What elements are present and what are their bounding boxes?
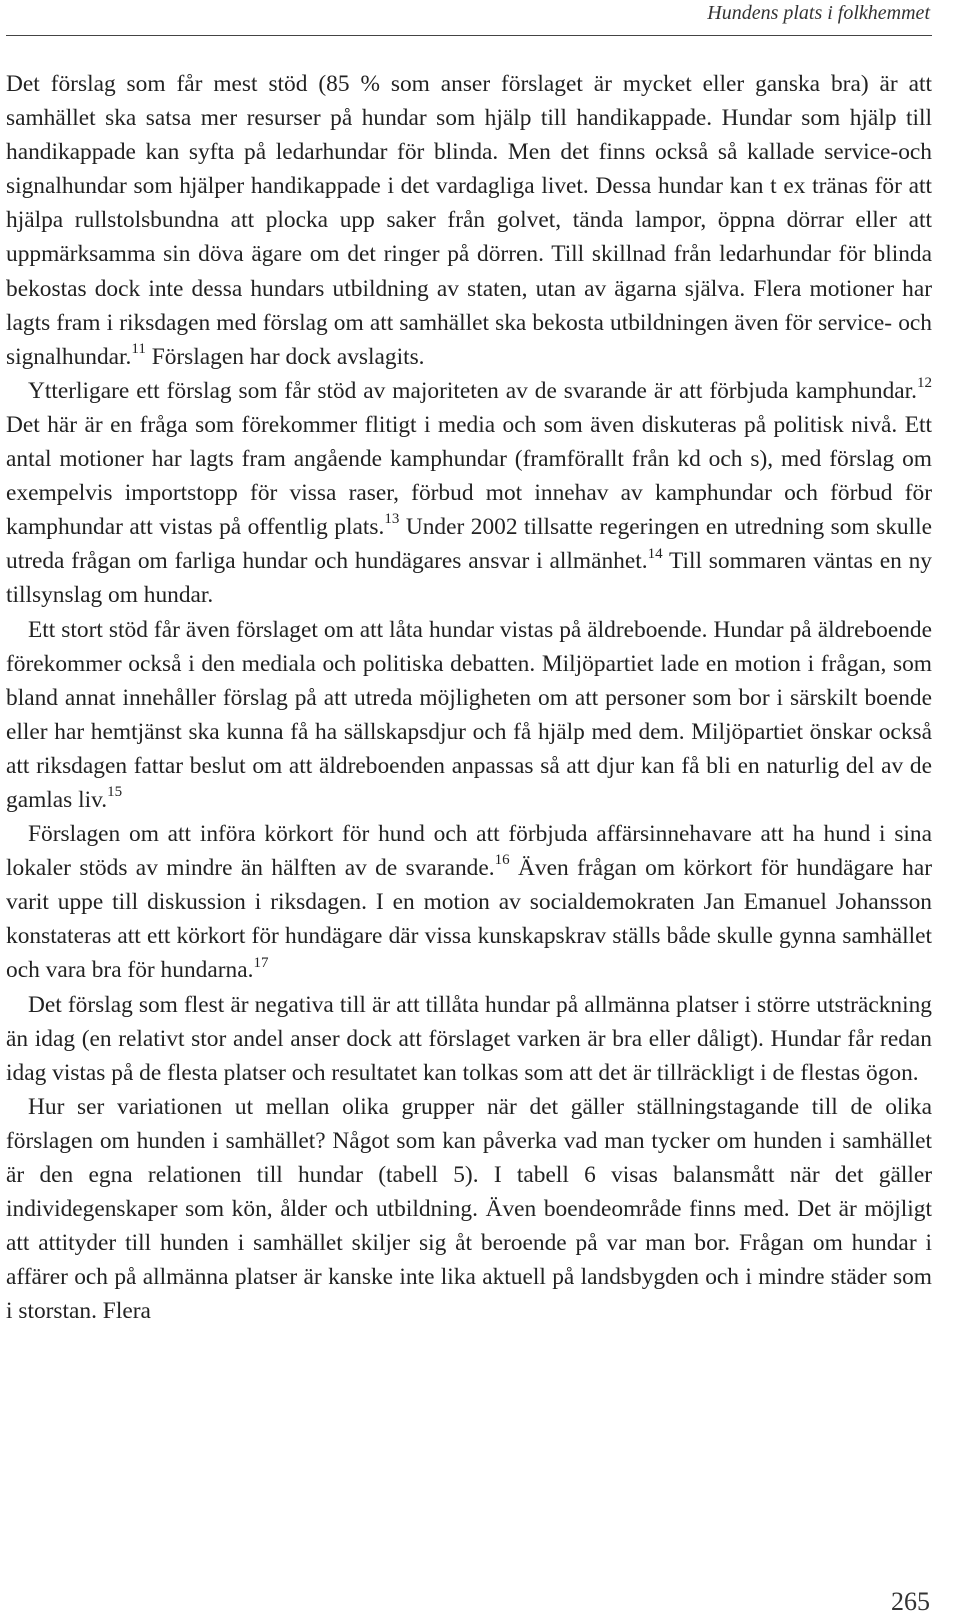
paragraph-1: Det förslag som får mest stöd (85 % som anser förslaget är mycket eller ganska bra) är att samhället ska satsa mer resurser på hundar som hjälp till handikappade. Hundar som hjälp till handikappade kan syfta på ledarhundar för blinda. Men det finns också så kallade service-och signalhundar som hjälper handikappade i det vardagliga livet. Dessa hundar kan t ex tränas för att hjälpa rullstolsbundna att plocka upp saker från golvet, tända lampor, öppna dörrar eller att uppmärksamma sin döva ägare om det ringer på dörren. Till skillnad från ledarhundar för blinda bekostas dock inte dessa hundars utbildning av staten, utan av ägarna själva. Flera motioner har lagts fram i riksdagen med förslag om att samhället ska bekosta utbildningen även för service- och signalhundar.$^{11}$ Förslagen har dock avslagits.: [6, 71, 932, 370]
footnote-ref-12: 12: [917, 375, 932, 392]
paragraph-3: Ett stort stöd får även förslaget om att låta hundar vistas på äldreboende. Hundar på äldreboende förekommer också i den mediala och politiska debatten. Miljöpartiet lade en motion i frågan, som bland annat innehåller förslag på att utreda möjligheten om att personer som bor i särskilt boende eller har hemtjänst ska kunna få ha sällskapsdjur och få hjälp med dem. Miljöpartiet önskar också att riksdagen fattar beslut om att äldreboenden anpassas så att djur kan få bli en naturlig del av de gamlas liv.$^{15}$: [6, 616, 932, 813]
paragraph-5: Det förslag som flest är negativa till är att tillåta hundar på allmänna platser i större utsträckning än idag (en relativt stor andel anser dock att förslaget varken är bra eller dåligt). Hundar får redan idag vistas på de flesta platser och resultatet kan tolkas som att det är tillräckligt i de flestas ögon.: [6, 991, 932, 1086]
paragraph-4: Förslagen om att införa körkort för hund och att förbjuda affärsinnehavare att ha hund i sina lokaler stöds av mindre än hälften av de svarande.$^{16}$ Även frågan om körkort för hundägare har varit uppe till diskussion i riksdagen. I en motion av socialdemokraten Jan Emanuel Johansson konstateras att ett körkort för hundägare där vissa kunskapskrav ställs både skulle gynna samhället och vara bra för hundarna.$^{17}$: [6, 821, 932, 984]
footnote-ref-15: 15: [107, 784, 123, 801]
footnote-ref-17: 17: [253, 954, 269, 971]
body-text: [6, 67, 932, 1328]
footnote-ref-14: 14: [647, 545, 663, 562]
footnote-ref-11: 11: [131, 340, 146, 357]
page-number: 265: [891, 1587, 930, 1616]
paragraph-6: Hur ser variationen ut mellan olika grupper när det gäller ställningstagande till de olika förslagen om hunden i samhället? Något som kan påverka vad man tycker om hunden i samhället är den egna relationen till hundar (tabell 5). I tabell 6 visas balansmått när det gäller individegenskaper som kön, ålder och utbildning. Även boendeområde finns med. Det är möjligt att attityder till hunden i samhället skiljer sig åt beroende på var man bor. Frågan om hundar i affärer och på allmänna platser är kanske inte lika aktuell på landsbygden och i mindre städer som i storstan. Flera: [6, 1093, 932, 1325]
header-rule: [6, 35, 932, 36]
paragraph-2: Ytterligare ett förslag som får stöd av majoriteten av de svarande är att förbjuda kamphundar.$^{12}$ Det här är en fråga som förekommer flitigt i media och som även diskuteras på politisk nivå. Ett antal motioner har lagts fram angående kamphundar (framförallt från kd och s), med förslag om exempelvis importstopp för vissa raser, förbud mot innehav av kamphundar och förbud för kamphundar att vistas på offentlig plats.$^{13}$ Under 2002 tillsatte regeringen en utredning som skulle utreda frågan om farliga hundar och hundägares ansvar i allmänhet.$^{14}$ Till sommaren väntas en ny tillsynslag om hundar.: [6, 375, 933, 609]
running-title: Hundens plats i folkhemmet: [707, 2, 930, 24]
footnote-ref-16: 16: [494, 852, 510, 869]
footnote-ref-13: 13: [384, 511, 400, 528]
